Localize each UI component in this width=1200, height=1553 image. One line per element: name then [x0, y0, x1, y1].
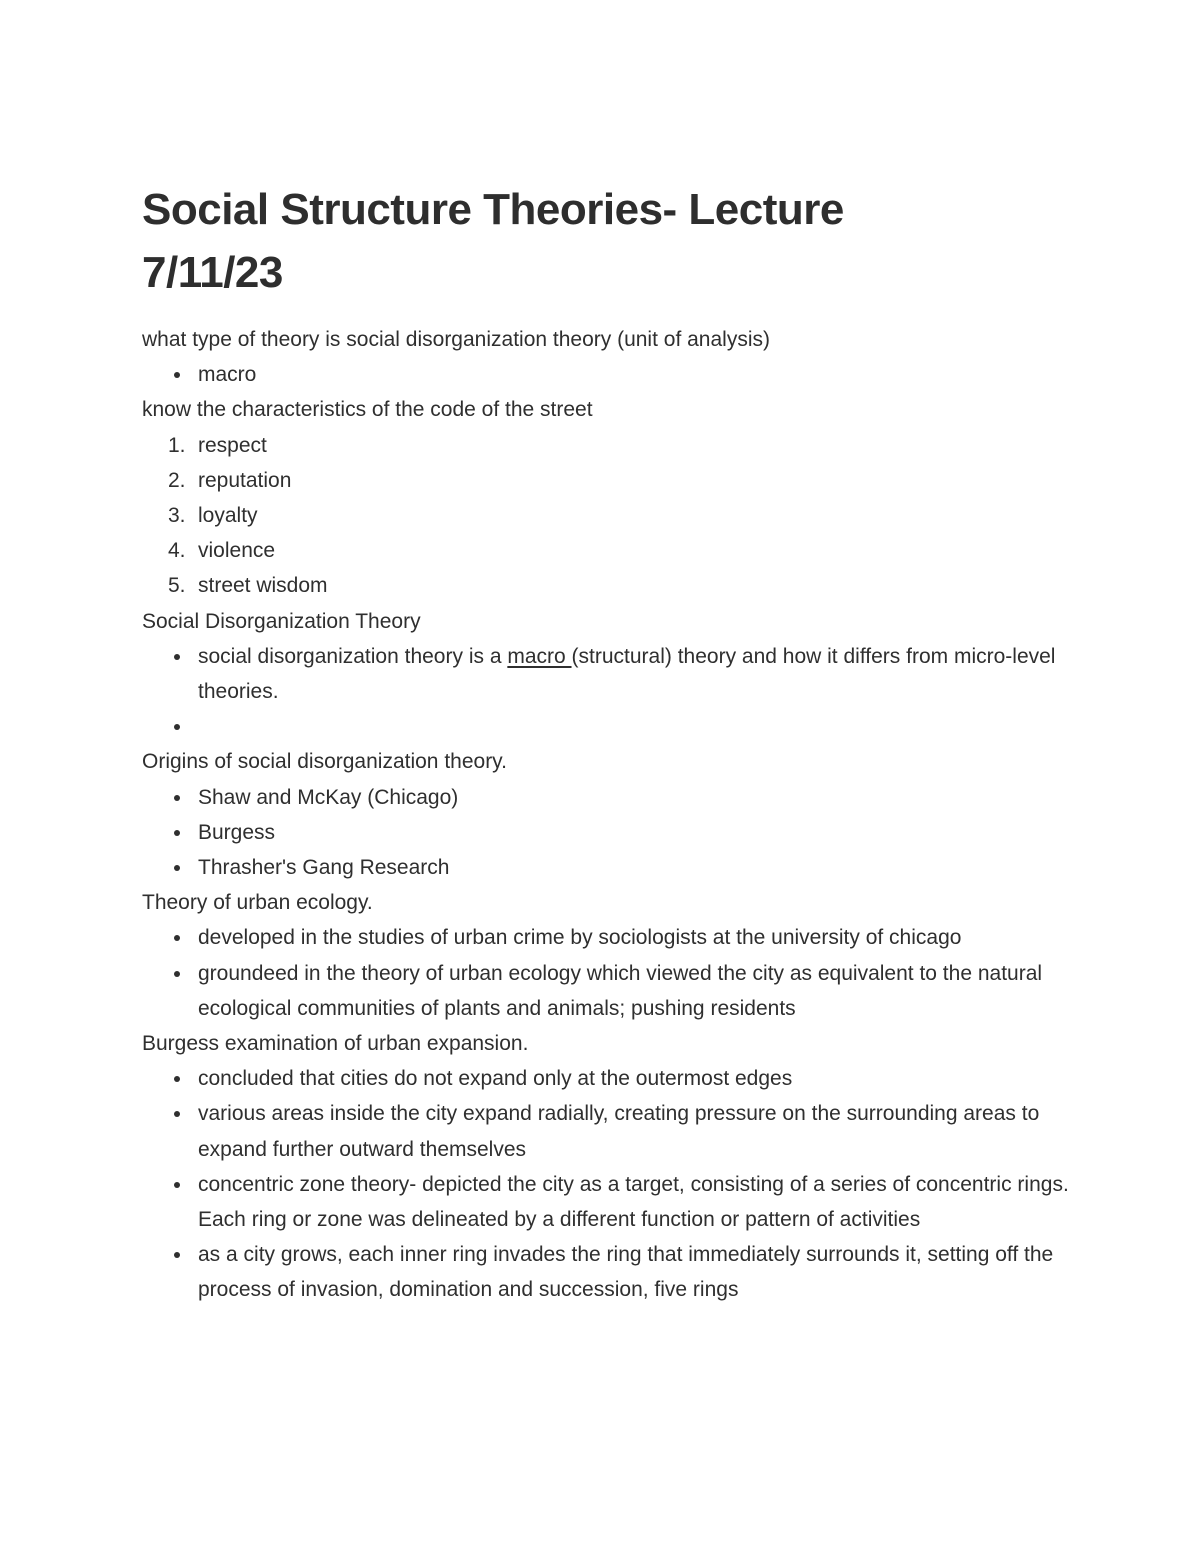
bullet-list-unit-of-analysis	[142, 357, 1072, 392]
bullet-list-sdt	[142, 639, 1072, 745]
question-unit-of-analysis: what type of theory is social disorganization theory (unit of analysis)	[142, 328, 770, 351]
list-number: 1.	[168, 433, 186, 457]
bullet-list-urban-ecology	[142, 920, 1072, 1026]
bullet-list-origins	[142, 780, 1072, 886]
list-item-text: respect	[198, 433, 267, 457]
list-item: Burgess	[142, 815, 1072, 850]
bullet-list-burgess	[142, 1061, 1072, 1307]
document-page	[142, 178, 1072, 1308]
list-item	[142, 568, 1072, 603]
list-item: macro	[142, 357, 1072, 392]
empty-list-item	[142, 709, 1072, 744]
question-code-of-street: know the characteristics of the code of the street	[142, 398, 593, 422]
section-heading-origins: Origins of social disorganization theory.	[142, 750, 507, 774]
list-item: Shaw and McKay (Chicago)	[142, 780, 1072, 815]
list-item-text-post: (structural) theory and how it differs from micro-level theories.	[198, 644, 1056, 704]
list-item	[142, 498, 1072, 533]
title-line-2: 7/11/23	[142, 248, 283, 297]
list-item	[142, 639, 1072, 709]
list-item: Thrasher's Gang Research	[142, 850, 1072, 885]
list-item: developed in the studies of urban crime by sociologists at the university of chicago	[142, 920, 1072, 955]
list-item-text: reputation	[198, 468, 292, 492]
section-heading-sdt: Social Disorganization Theory	[142, 609, 421, 633]
list-item: groundeed in the theory of urban ecology which viewed the city as equivalent to the natural ecological communities of plants and animals; pushing residents	[142, 956, 1072, 1026]
list-number: 3.	[168, 504, 186, 528]
list-item-text-pre: social disorganization theory is a	[198, 644, 508, 668]
list-item: as a city grows, each inner ring invades the ring that immediately surrounds it, setting off the process of invasion, domination and succession, five rings	[142, 1237, 1072, 1307]
list-number: 2.	[168, 468, 186, 492]
list-item	[142, 463, 1072, 498]
list-item	[142, 533, 1072, 568]
list-item: concentric zone theory- depicted the city as a target, consisting of a series of concentric rings. Each ring or zone was delineated by a different function or pattern of activities	[142, 1167, 1072, 1237]
list-item-text: street wisdom	[198, 574, 328, 598]
list-item-text: violence	[198, 539, 276, 563]
list-item: various areas inside the city expand radially, creating pressure on the surrounding areas to expand further outward themselves	[142, 1096, 1072, 1166]
list-number: 4.	[168, 539, 186, 563]
underlined-term: macro	[507, 644, 572, 668]
notes-body	[142, 322, 1072, 1308]
list-number: 5.	[168, 574, 186, 598]
list-item-text: loyalty	[198, 504, 258, 528]
list-item	[142, 428, 1072, 463]
title-line-1: Social Structure Theories- Lecture	[142, 185, 844, 234]
numbered-list-code-of-street	[142, 428, 1072, 604]
list-item: concluded that cities do not expand only at the outermost edges	[142, 1061, 1072, 1096]
section-heading-burgess: Burgess examination of urban expansion.	[142, 1032, 529, 1056]
section-heading-urban-ecology: Theory of urban ecology.	[142, 891, 373, 915]
page-title	[142, 178, 1072, 304]
